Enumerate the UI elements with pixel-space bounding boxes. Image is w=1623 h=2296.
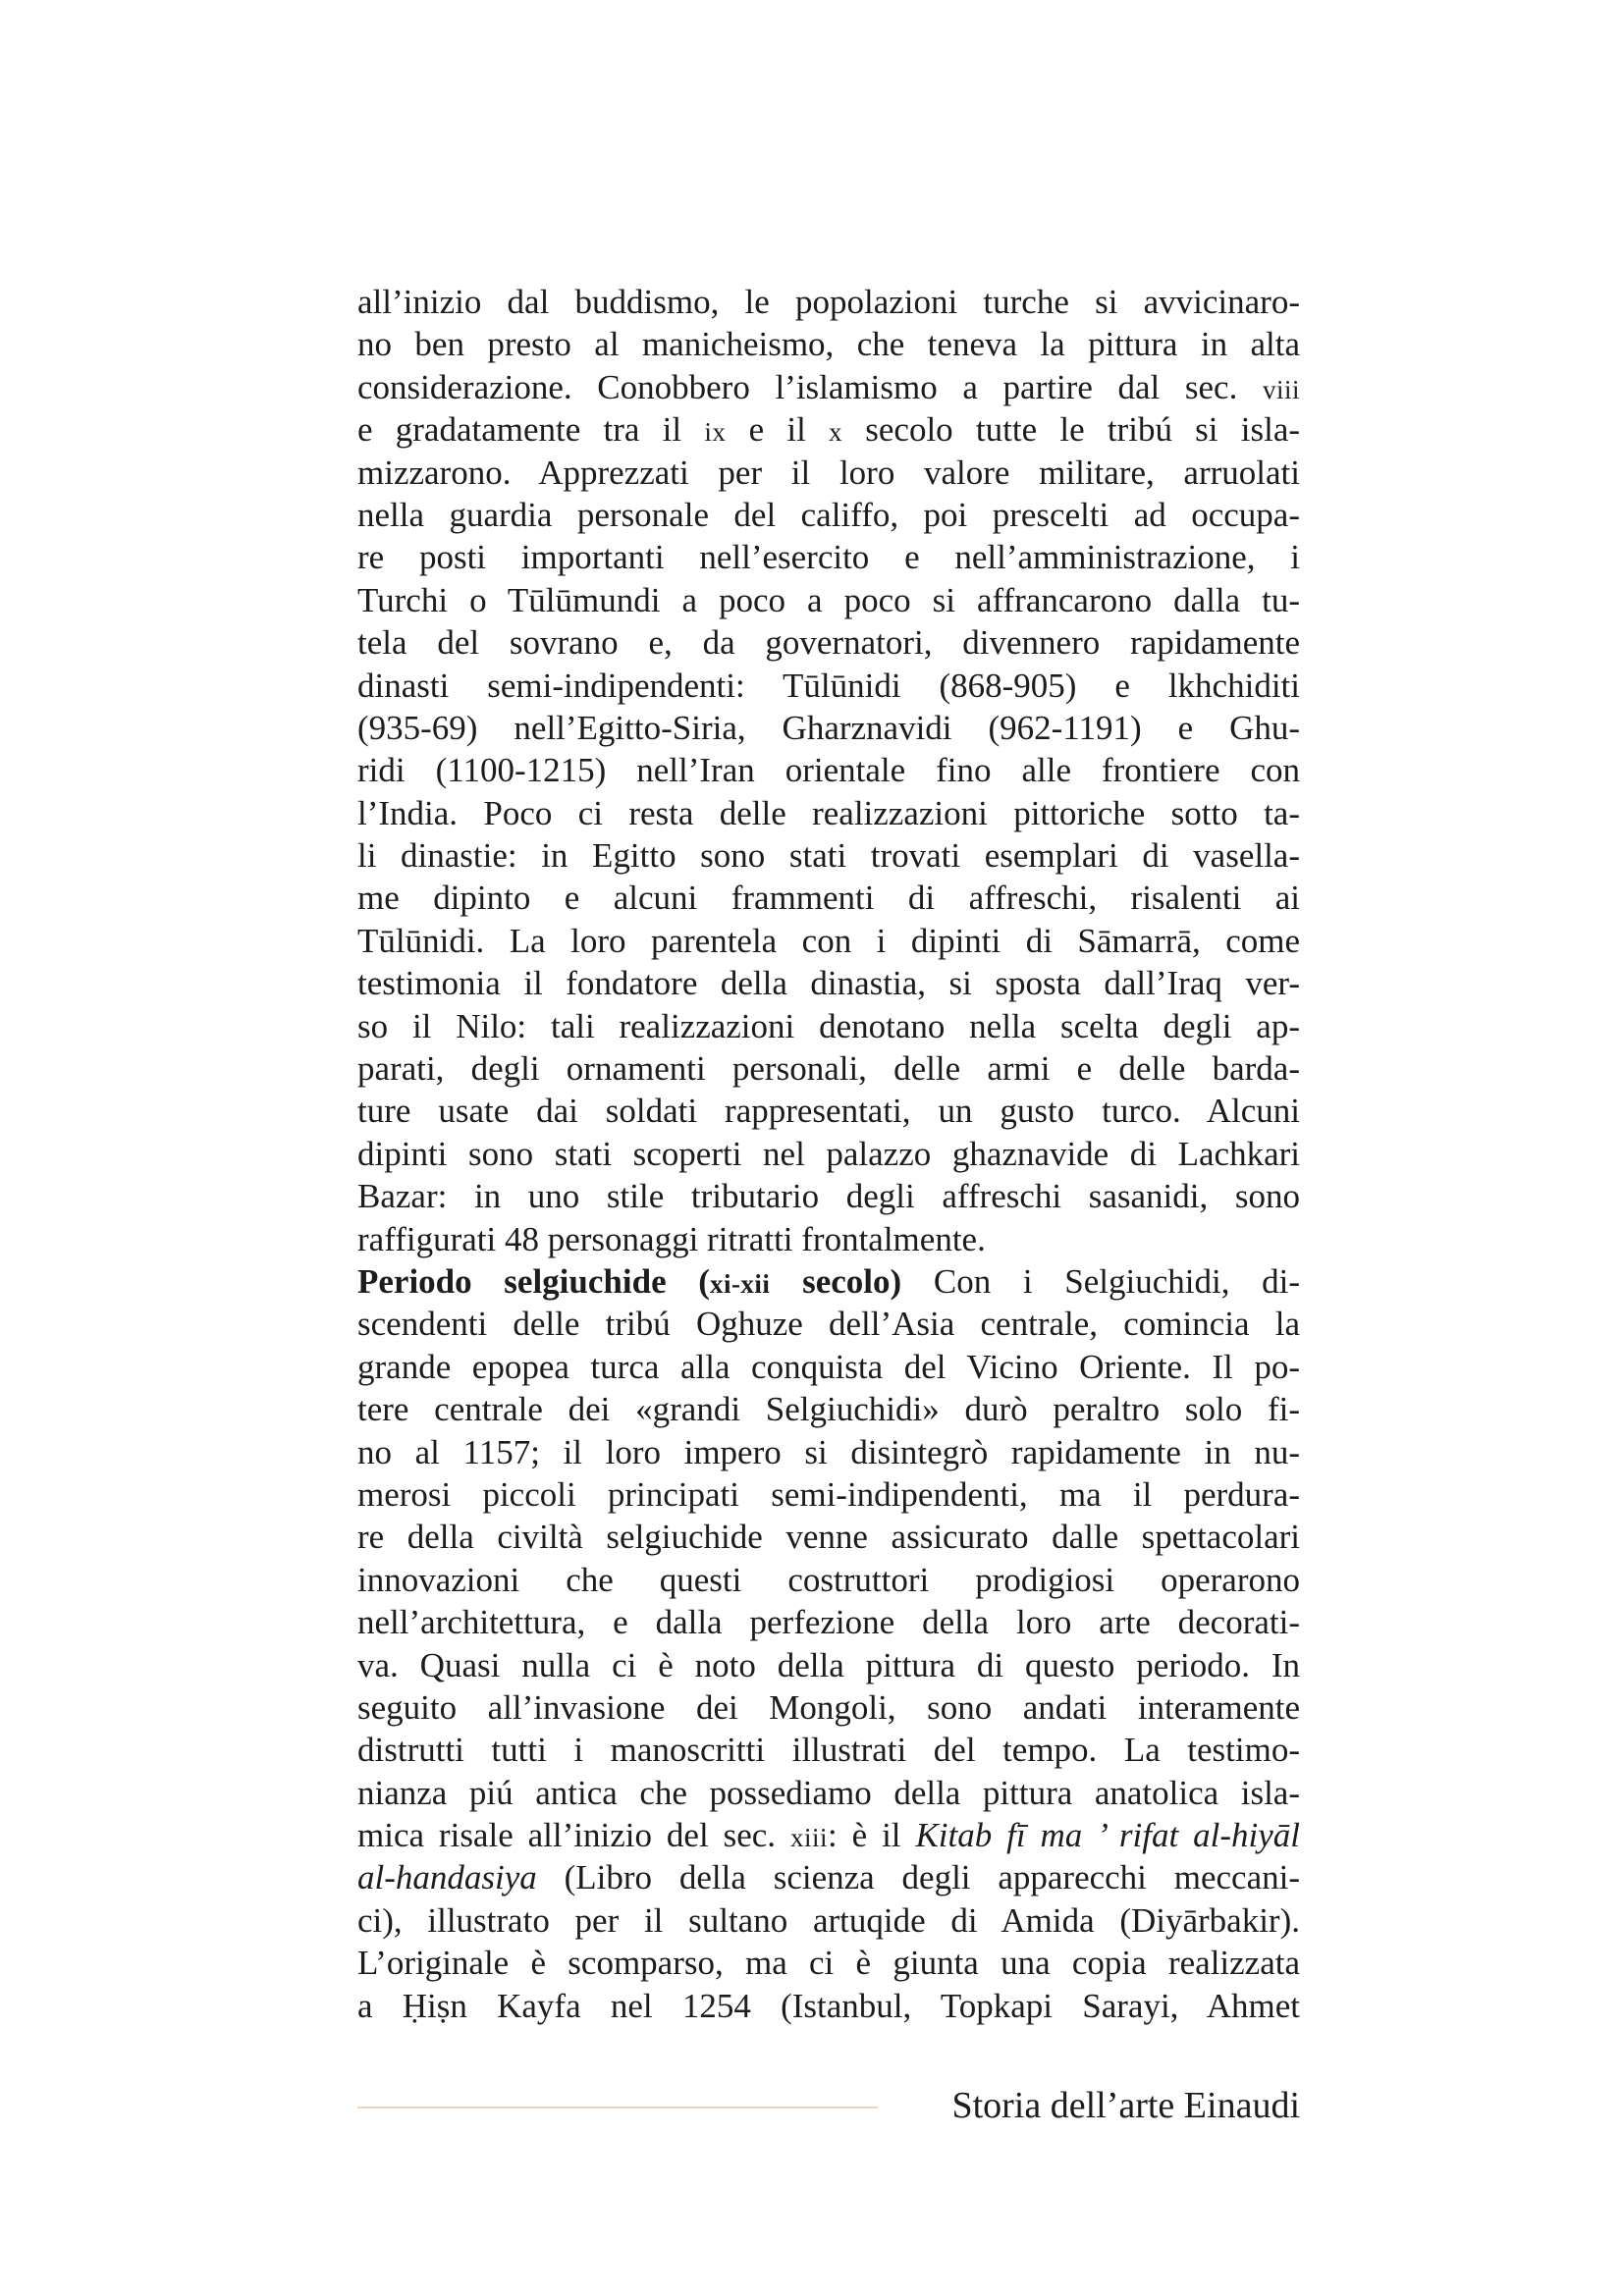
text-line: scendenti delle tribú Oghuze dell’Asia centrale, comincia la [357,1305,1300,1344]
text-line: ridi (1100-1215) nell’Iran orientale fino alle frontiere con [357,751,1300,790]
text-line: all’inizio dal buddismo, le popolazioni turche si avvicinaro- [357,283,1300,321]
text-line: no ben presto al manicheismo, che teneva la pittura in alta [357,325,1300,364]
text-line: parati, degli ornamenti personali, delle armi e delle barda- [357,1049,1300,1089]
text-line: seguito all’invasione dei Mongoli, sono andati interamente [357,1687,1300,1727]
century-numeral: xi-xii [709,1268,771,1299]
text-line: me dipinto e alcuni frammenti di affreschi, risalenti ai [357,879,1300,918]
text-line: Tūlūnidi. La loro parentela con i dipinti di Sāmarrā, come [357,921,1300,960]
text-line: (935-69) nell’Egitto-Siria, Gharznavidi (962-1191) e Ghu- [357,708,1300,747]
text-line: distrutti tutti i manoscritti illustrati del tempo. La testimo- [357,1731,1300,1770]
book-title: Kitab fī ma ’ rifat al-hiyāl [915,1816,1300,1855]
text-line: L’originale è scomparso, ma ci è giunta una copia realizzata [357,1944,1300,1983]
footer-title: Storia dell’arte Einaudi [951,2085,1300,2126]
text-line: merosi piccoli principati semi-indipendenti, ma il perdura- [357,1474,1300,1514]
text-line: al-handasiya (Libro della scienza degli apparecchi meccani- [357,1858,1300,1897]
text-line: ture usate dai soldati rappresentati, un gusto turco. Alcuni [357,1092,1300,1131]
text-line: ci), illustrato per il sultano artuqide di Amida (Diyārbakir). [357,1900,1300,1940]
text-line: testimonia il fondatore della dinastia, si sposta dall’Iraq ver- [357,964,1300,1003]
text-line: Bazar: in uno stile tributario degli affreschi sasanidi, sono [357,1177,1300,1216]
section-heading: Periodo selgiuchide (xi-xii secolo) [357,1261,902,1301]
text-line: tela del sovrano e, da governatori, divennero rapidamente [357,623,1300,663]
text-line: li dinastie: in Egitto sono stati trovati esemplari di vasella- [357,836,1300,876]
page-footer [357,2081,1300,2130]
text-line: e gradatamente tra il ix e il x secolo tutte le tribú si isla- [357,410,1301,450]
century-numeral: viii [1262,374,1300,404]
text-line: mizzarono. Apprezzati per il loro valore militare, arruolati [357,453,1300,492]
text-line: dinasti semi-indipendenti: Tūlūnidi (868-905) e lkhchiditi [357,666,1300,705]
footer-rule [357,2107,878,2109]
text-line: mica risale all’inizio del sec. xiii: è il Kitab fī ma ’ rifat al-hiyāl [357,1816,1300,1855]
text-line: considerazione. Conobbero l’islamismo a partire dal sec. viii [357,367,1300,406]
book-title: al-handasiya [357,1858,537,1897]
text-line: a Ḥiṣn Kayfa nel 1254 (Istanbul, Topkapi Sarayi, Ahmet [357,1986,1300,2025]
century-numeral: x [829,417,843,448]
text-line: va. Quasi nulla ci è noto della pittura di questo periodo. In [357,1645,1300,1684]
text-line: raffigurati 48 personaggi ritratti frontalmente. [357,1219,986,1258]
text-line: tere centrale dei «grandi Selgiuchidi» durò peraltro solo fi- [357,1390,1300,1429]
text-line: innovazioni che questi costruttori prodigiosi operarono [357,1560,1300,1599]
text-line: grande epopea turca alla conquista del Vicino Oriente. Il po- [357,1347,1300,1386]
text-line: nella guardia personale del califfo, poi prescelti ad occupa- [357,495,1300,534]
text-line: re della civiltà selgiuchide venne assicurato dalle spettacolari [357,1518,1300,1557]
text-line: so il Nilo: tali realizzazioni denotano nella scelta degli ap- [357,1006,1300,1045]
text-line: Turchi o Tūlūmundi a poco a poco si affrancarono dalla tu- [357,580,1300,619]
text-line: dipinti sono stati scoperti nel palazzo ghaznavide di Lachkari [357,1134,1300,1173]
text-line: nell’architettura, e dalla perfezione della loro arte decorati- [357,1603,1300,1642]
century-numeral: ix [704,417,727,448]
century-numeral: xiii [789,1823,828,1853]
text-line: l’India. Poco ci resta delle realizzazioni pittoriche sotto ta- [357,793,1300,832]
text-line: nianza piú antica che possediamo della pittura anatolica isla- [357,1773,1300,1812]
text-line: no al 1157; il loro impero si disintegrò rapidamente in nu- [357,1432,1300,1471]
text-line: re posti importanti nell’esercito e nell’amministrazione, i [357,538,1300,577]
section-heading-line: Periodo selgiuchide (xi-xii secolo) Con i Selgiuchidi, di- [357,1261,1300,1301]
body-text [357,281,1300,2027]
